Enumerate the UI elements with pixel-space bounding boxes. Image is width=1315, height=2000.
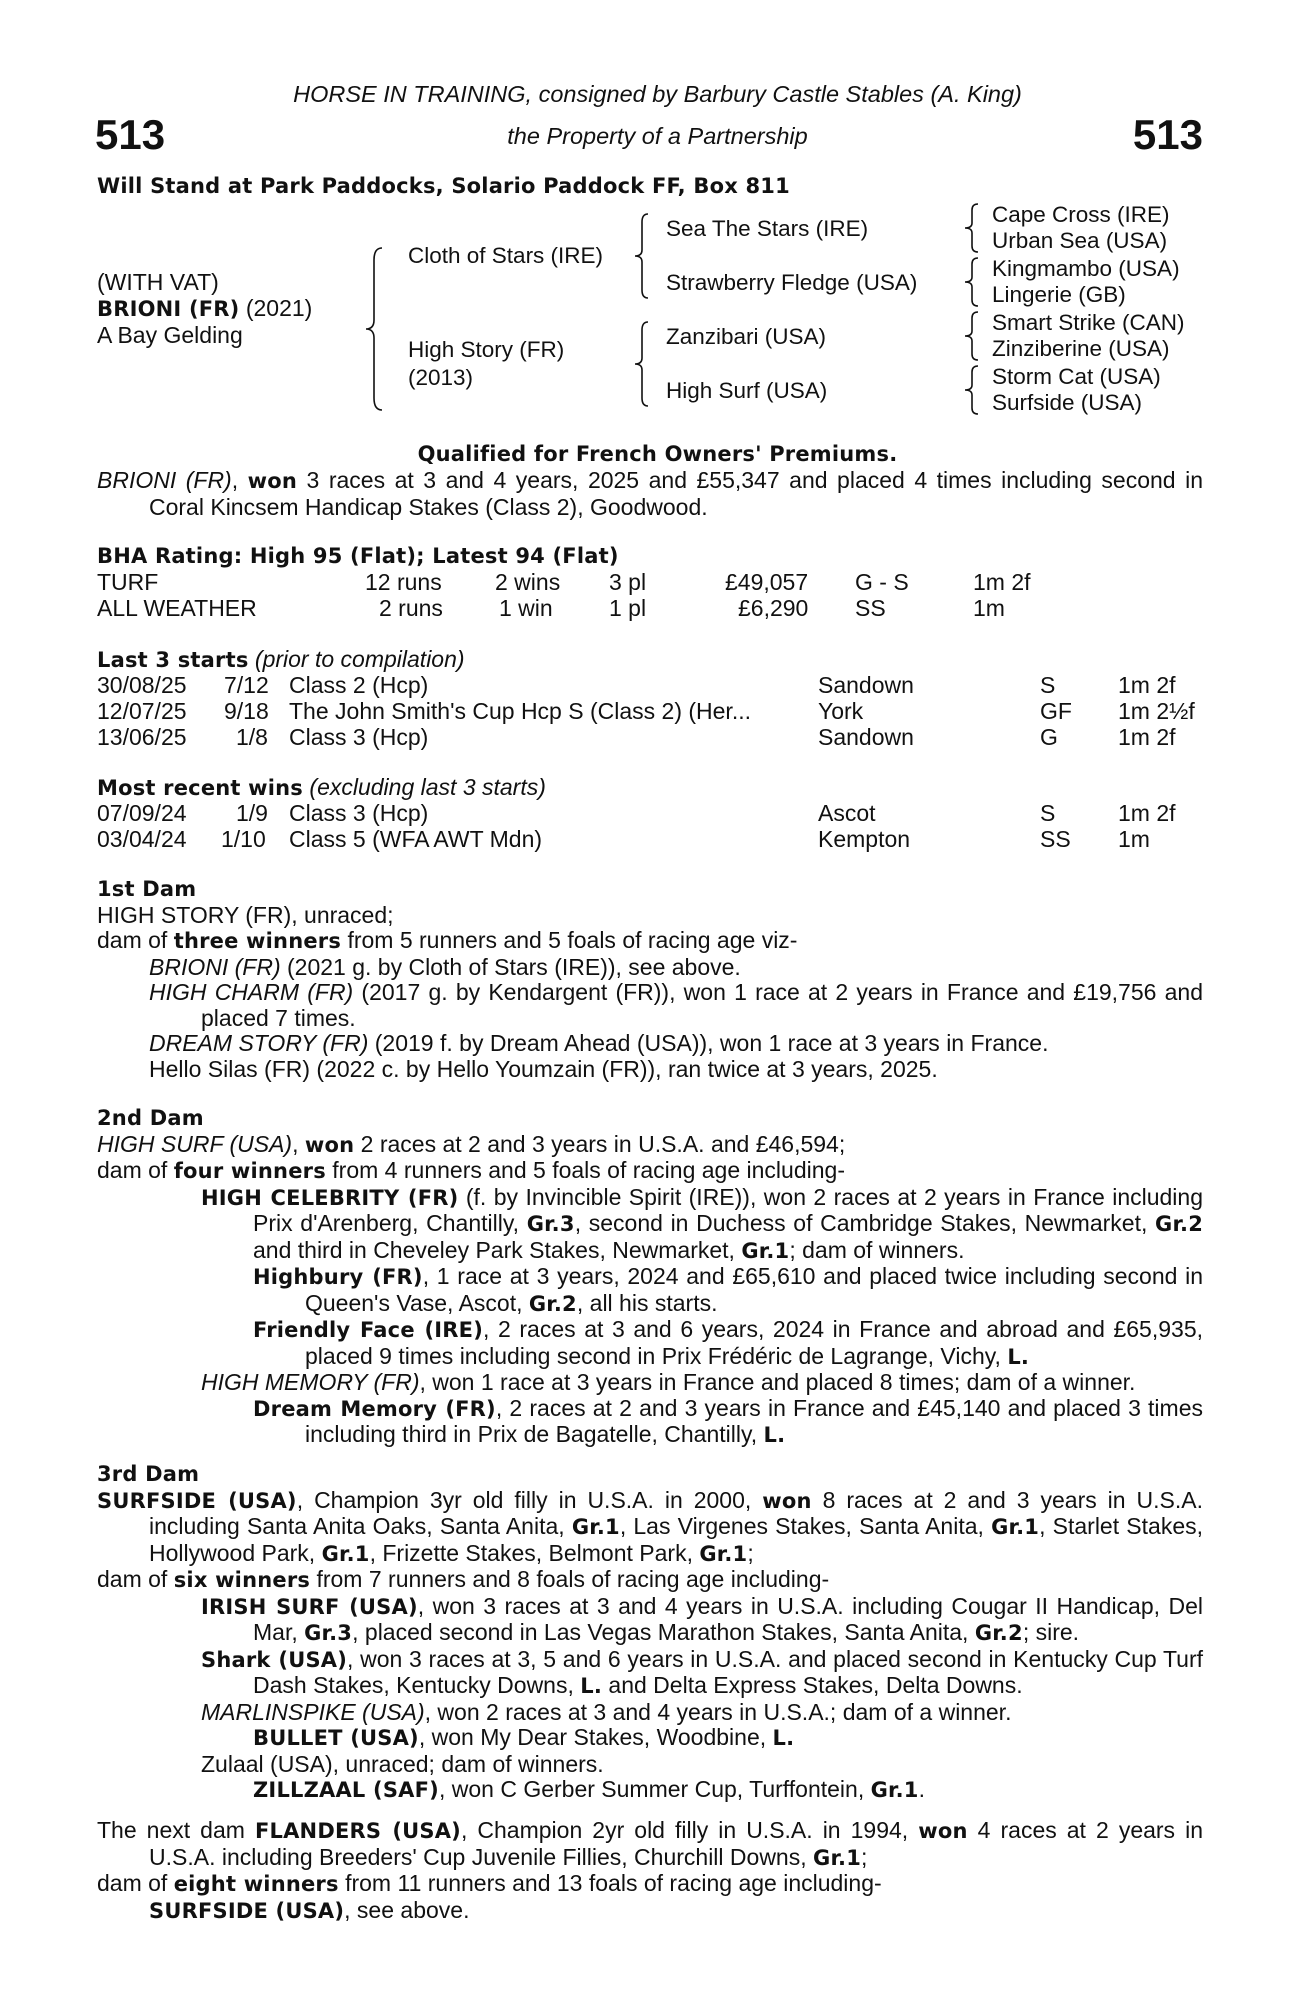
pedigree-brace-2a: [630, 212, 654, 300]
race-distance: 1m: [1118, 826, 1150, 852]
race-date: 13/06/25: [97, 724, 187, 750]
lot-number-left: 513: [95, 111, 166, 158]
rating-money: £6,290: [738, 595, 809, 621]
race-course: Sandown: [818, 724, 914, 750]
pedigree-g3: Kingmambo (USA): [992, 256, 1180, 281]
race-name: Class 3 (Hcp): [289, 724, 429, 750]
race-course: York: [818, 698, 864, 724]
race-date: 07/09/24: [97, 800, 187, 826]
horse-year: (2021): [245, 295, 313, 321]
race-date: 30/08/25: [97, 672, 187, 698]
pedigree-sire-dam: Strawberry Fledge (USA): [666, 270, 918, 295]
first-dam-produce-1: BRIONI (FR) (2021 g. by Cloth of Stars (IRE)), see above.: [149, 953, 741, 980]
third-dam-produce-2: Shark (USA), won 3 races at 3, 5 and 6 years in U.S.A. and placed second in Kentucky Cup Turf Dash Stakes, Kentucky Downs, L. and Delta Express Stakes, Delta Downs.: [201, 1645, 1203, 1698]
second-dam-grandproduce-2: Friendly Face (IRE), 2 races at 3 and 6 years, 2024 in France and abroad and £65,935, placed 9 times including second in Prix Frédéric de Lagrange, Vichy, L.: [253, 1316, 1204, 1369]
summary-text1: 3 races at 3 and 4 years, 2025 and £55,347 and placed 4 times including: [297, 467, 1092, 493]
rating-pl: 3 pl: [609, 569, 647, 595]
header-property: the Property of a Partnership: [507, 123, 808, 149]
race-distance: 1m 2f: [1118, 724, 1176, 750]
first-dam-heading: 1st Dam: [97, 877, 197, 901]
summary-text2: second in Coral Kincsem Handicap Stakes (Class 2), Goodwood.: [149, 467, 1203, 520]
pedigree-brace-2b: [630, 320, 654, 408]
pedigree-brace-1: [360, 246, 390, 412]
second-dam-l2: dam of four winners from 4 runners and 5 foals of racing age including-: [97, 1157, 845, 1183]
pedigree-g6: Zinziberine (USA): [992, 336, 1170, 361]
next-dam-produce-1: SURFSIDE (USA), see above.: [149, 1896, 470, 1923]
third-dam-produce-3: MARLINSPIKE (USA), won 2 races at 3 and 4 years in U.S.A.; dam of a winner.: [201, 1698, 1012, 1725]
last3-heading: [97, 647, 465, 674]
race-going: GF: [1040, 698, 1072, 724]
pedigree-brace-3c: [960, 310, 984, 362]
recent-row: [97, 801, 1203, 827]
second-dam-produce-2: HIGH MEMORY (FR), won 1 race at 3 years in France and placed 8 times; dam of a winner.: [201, 1369, 1136, 1395]
third-dam-heading: 3rd Dam: [97, 1462, 200, 1486]
race-going: S: [1040, 800, 1056, 826]
last3-row: [97, 725, 1203, 751]
header-consignor: HORSE IN TRAINING, consigned by Barbury Castle Stables (A. King): [293, 81, 1022, 107]
first-dam-produce-4: Hello Silas (FR) (2022 c. by Hello Youmzain (FR)), ran twice at 3 years, 2025.: [149, 1055, 938, 1082]
race-position: 1/9: [236, 800, 268, 826]
pedigree-sire-sire: Sea The Stars (IRE): [666, 216, 869, 241]
next-dam-l2: dam of eight winners from 11 runners and 13 foals of racing age including-: [97, 1870, 882, 1896]
third-dam-grandproduce-2: ZILLZAAL (SAF), won C Gerber Summer Cup, Turffontein, Gr.1.: [253, 1776, 925, 1802]
pedigree-g2: Urban Sea (USA): [992, 228, 1168, 253]
race-course: Ascot: [818, 800, 876, 826]
summary-name: BRIONI (FR): [97, 467, 232, 493]
rating-going: SS: [855, 595, 886, 621]
horse-description: A Bay Gelding: [97, 322, 243, 348]
race-position: 1/8: [236, 724, 268, 750]
pedigree-sire: Cloth of Stars (IRE): [408, 243, 604, 268]
rating-row-turf: [97, 570, 1203, 596]
first-dam-produce-2: HIGH CHARM (FR) (2017 g. by Kendargent (FR)), won 1 race at 2 years in France and £19,756 and placed 7 times.: [149, 979, 1204, 1031]
pedigree-g8: Surfside (USA): [992, 390, 1143, 415]
first-dam-winners: three winners: [173, 929, 342, 953]
premium-note: Qualified for French Owners' Premiums.: [417, 442, 898, 466]
race-distance: 1m 2½f: [1118, 698, 1195, 724]
second-dam-grandproduce-3: Dream Memory (FR), 2 races at 2 and 3 years in France and £45,140 and placed 3 times including third in Prix de Bagatelle, Chantilly, L.: [253, 1394, 1203, 1447]
third-dam-l2: dam of six winners from 7 runners and 8 foals of racing age including-: [97, 1566, 830, 1592]
first-dam-section: [97, 877, 1203, 1082]
first-dam-l2: dam of three winners from 5 runners and 5 foals of racing age viz-: [97, 927, 798, 953]
rating-dist: 1m: [973, 595, 1005, 621]
second-dam-grandproduce-1: Highbury (FR), 1 race at 3 years, 2024 and £65,610 and placed twice including second in Queen's Vase, Ascot, Gr.2, all his starts.: [253, 1263, 1204, 1316]
race-course: Sandown: [818, 672, 914, 698]
pedigree-dam: High Story (FR): [408, 337, 565, 362]
last3-row: [97, 673, 1203, 699]
horse-title: [97, 296, 312, 323]
pedigree-g4: Lingerie (GB): [992, 282, 1126, 307]
race-position: 1/10: [221, 826, 266, 852]
summary-won: won: [247, 469, 298, 493]
stand-location: Will Stand at Park Paddocks, Solario Paddock FF, Box 811: [97, 174, 790, 198]
pedigree-brace-3b: [960, 256, 984, 308]
rating-dist: 1m 2f: [973, 569, 1031, 595]
rating-going: G - S: [855, 569, 909, 595]
rating-heading: BHA Rating: High 95 (Flat); Latest 94 (Flat): [97, 544, 619, 568]
rating-runs: 12 runs: [365, 569, 442, 595]
rating-surface: ALL WEATHER: [97, 595, 257, 621]
third-dam-produce-1: IRISH SURF (USA), won 3 races at 3 and 4 years in U.S.A. including Cougar II Handicap, Del Mar, Gr.3, placed second in Las Vegas Marathon Stakes, Santa Anita, Gr.2; sire.: [201, 1592, 1203, 1645]
rating-wins: 1 win: [499, 595, 553, 621]
next-dam-l1: The next dam FLANDERS (USA), Champion 2yr old filly in U.S.A. in 1994, won 4 races at 2 years in U.S.A. including Breeders' Cup Juvenile Fillies, Churchill Downs, Gr.1;: [97, 1817, 1203, 1870]
race-date: 03/04/24: [97, 826, 187, 852]
first-dam-produce-3: DREAM STORY (FR) (2019 f. by Dream Ahead (USA)), won 1 race at 3 years in France.: [149, 1030, 1049, 1056]
recent-note: (excluding last 3 starts): [309, 774, 546, 800]
race-date: 12/07/25: [97, 698, 187, 724]
race-position: 7/12: [224, 672, 269, 698]
third-dam-section: [97, 1462, 1203, 1804]
race-name: Class 3 (Hcp): [289, 800, 429, 826]
race-going: G: [1040, 724, 1058, 750]
race-position: 9/18: [224, 698, 269, 724]
lot-number-right: 513: [1132, 111, 1203, 158]
rating-money: £49,057: [725, 569, 809, 595]
last3-row: [97, 699, 1203, 725]
last3-title: Last 3 starts: [97, 648, 249, 672]
recent-row: [97, 827, 1203, 853]
summary: BRIONI (FR), won 3 races at 3 and 4 years, 2025 and £55,347 and placed 4 times including second in Coral Kincsem Handicap Stakes (Class 2), Goodwood.: [97, 467, 1203, 520]
race-distance: 1m 2f: [1118, 800, 1176, 826]
third-dam-l1: SURFSIDE (USA), Champion 3yr old filly in U.S.A. in 2000, won 8 races at 2 and 3 years in U.S.A. including Santa Anita Oaks, Santa Anita, Gr.1, Las Virgenes Stakes, Santa Anita, Gr.1, Starlet Stakes, Hollywood Park, Gr.1, Frizette Stakes, Belmont Park, Gr.1;: [97, 1486, 1203, 1566]
rating-runs: 2 runs: [379, 595, 443, 621]
third-dam-grandproduce-1: BULLET (USA), won My Dear Stakes, Woodbine, L.: [253, 1724, 795, 1750]
race-going: SS: [1040, 826, 1071, 852]
vat-note: (WITH VAT): [97, 269, 219, 295]
rating-row-aw: [97, 596, 1203, 622]
rating-surface: TURF: [97, 569, 159, 595]
horse-name: BRIONI (FR): [97, 297, 240, 321]
second-dam-l1: HIGH SURF (USA), won 2 races at 2 and 3 years in U.S.A. and £46,594;: [97, 1130, 846, 1157]
pedigree-g1: Cape Cross (IRE): [992, 202, 1170, 227]
race-going: S: [1040, 672, 1056, 698]
pedigree-g5: Smart Strike (CAN): [992, 310, 1185, 335]
pedigree-dam-dam: High Surf (USA): [666, 378, 828, 403]
race-course: Kempton: [818, 826, 911, 852]
rating-pl: 1 pl: [609, 595, 647, 621]
pedigree-dam-sire: Zanzibari (USA): [666, 324, 827, 349]
second-dam-heading: 2nd Dam: [97, 1106, 204, 1130]
first-dam-l1: HIGH STORY (FR), unraced;: [97, 901, 394, 928]
next-dam-section: [97, 1818, 1203, 1924]
pedigree-g7: Storm Cat (USA): [992, 364, 1161, 389]
recent-heading: [97, 775, 546, 802]
race-name: Class 2 (Hcp): [289, 672, 429, 698]
race-name: Class 5 (WFA AWT Mdn): [289, 826, 543, 852]
race-distance: 1m 2f: [1118, 672, 1176, 698]
rating-wins: 2 wins: [495, 569, 561, 595]
recent-title: Most recent wins: [97, 776, 304, 800]
race-name: The John Smith's Cup Hcp S (Class 2) (Her...: [289, 698, 751, 724]
second-dam-section: [97, 1106, 1203, 1449]
last3-note: (prior to compilation): [254, 646, 465, 672]
pedigree-brace-3d: [960, 364, 984, 416]
pedigree-brace-3a: [960, 202, 984, 254]
second-dam-produce-1: HIGH CELEBRITY (FR) (f. by Invincible Spirit (IRE)), won 2 races at 2 years in France including Prix d'Arenberg, Chantilly, Gr.3, second in Duchess of Cambridge Stakes, Newmarket, Gr.2 and third in Cheveley Park Stakes, Newmarket, Gr.1; dam of winners.: [201, 1183, 1204, 1263]
pedigree-dam-year: (2013): [408, 365, 474, 390]
third-dam-produce-4: Zulaal (USA), unraced; dam of winners.: [201, 1750, 604, 1777]
